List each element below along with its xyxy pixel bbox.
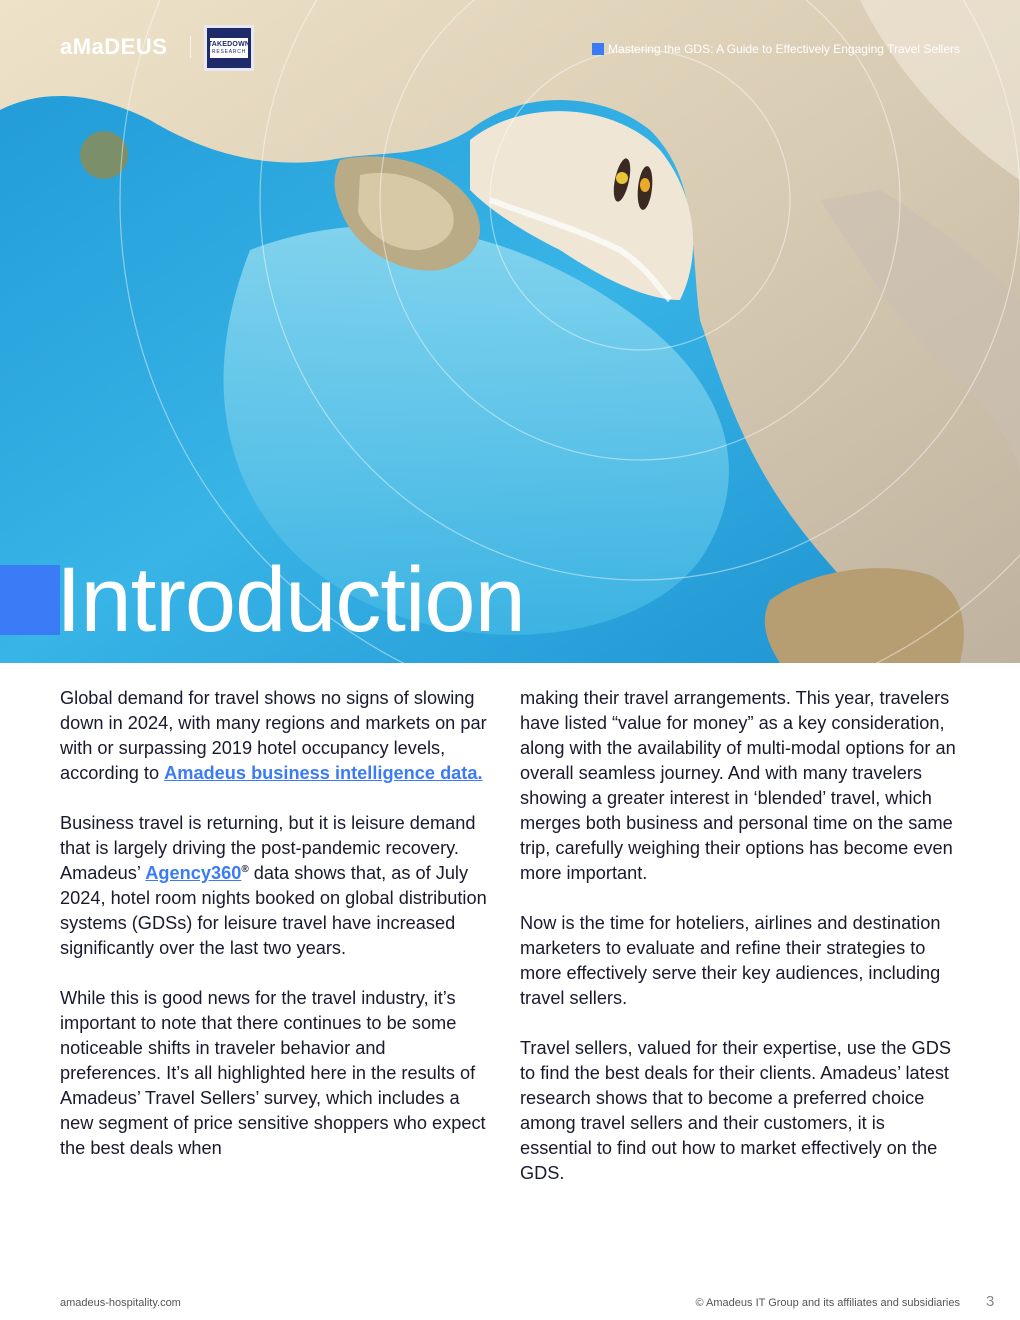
- registered-mark: ®: [241, 863, 249, 875]
- takedown-research-logo: [204, 25, 254, 71]
- paragraph: Now is the time for hoteliers, airlines and destination marketers to evaluate and refine their strategies to more effectively serve their key audiences, including travel sellers.: [520, 913, 941, 1008]
- body-column-right: [520, 686, 960, 1211]
- amadeus-logo: aMaDEUS: [60, 34, 168, 59]
- paragraph: [60, 811, 490, 961]
- paragraph-text: Business travel is returning, but it is leisure demand that is largely driving the post-pandemic recovery. Amadeus’: [60, 813, 476, 883]
- logo-divider: [190, 36, 191, 58]
- page-title: Introduction: [56, 549, 525, 651]
- takedown-logo-line1: TAKEDOWN: [207, 41, 251, 48]
- footer-copyright: © Amadeus IT Group and its affiliates and subsidiaries: [695, 1297, 960, 1309]
- title-accent-bar: [0, 565, 60, 635]
- header-square-icon: [592, 43, 604, 55]
- agency360-link[interactable]: Agency360: [145, 863, 242, 883]
- footer-website: amadeus-hospitality.com: [60, 1297, 181, 1309]
- guide-title: Mastering the GDS: A Guide to Effectively Engaging Travel Sellers: [608, 42, 960, 56]
- paragraph: While this is good news for the travel industry, it’s important to note that there continues to be some noticeable shifts in traveler behavior and preferences. It’s all highlighted here in the results of Amadeus’ Travel Sellers’ survey, which includes a new segment of price sensitive shoppers who expect the best deals when: [60, 988, 486, 1158]
- paragraph-text: Global demand for travel shows no signs of slowing down in 2024, with many regions and markets on par with or surpassing 2019 hotel occupancy levels, according to: [60, 688, 487, 783]
- page-number: 3: [986, 1293, 995, 1310]
- body-column-left: [60, 686, 490, 1186]
- takedown-logo-line2: RESEARCH: [211, 49, 247, 55]
- paragraph: Travel sellers, valued for their expertise, use the GDS to find the best deals for their clients. Amadeus’ latest research shows that to become a preferred choice among travel sellers and their customers, it is essential to find out how to market effectively on the GDS.: [520, 1038, 951, 1183]
- document-header: [592, 42, 960, 56]
- paragraph: making their travel arrangements. This year, travelers have listed “value for money” as a key consideration, along with the availability of multi-modal options for an overall seamless journey. And with many travelers showing a greater interest in ‘blended’ travel, which merges both business and personal time on the same trip, carefully weighing their options has become even more important.: [520, 688, 956, 883]
- paragraph: [60, 686, 490, 786]
- paragraph-text: data shows that, as of July 2024, hotel room nights booked on global distribution systems (GDSs) for leisure travel have increased significantly over the last two years.: [60, 863, 487, 958]
- business-intelligence-link[interactable]: Amadeus business intelligence data.: [164, 763, 483, 783]
